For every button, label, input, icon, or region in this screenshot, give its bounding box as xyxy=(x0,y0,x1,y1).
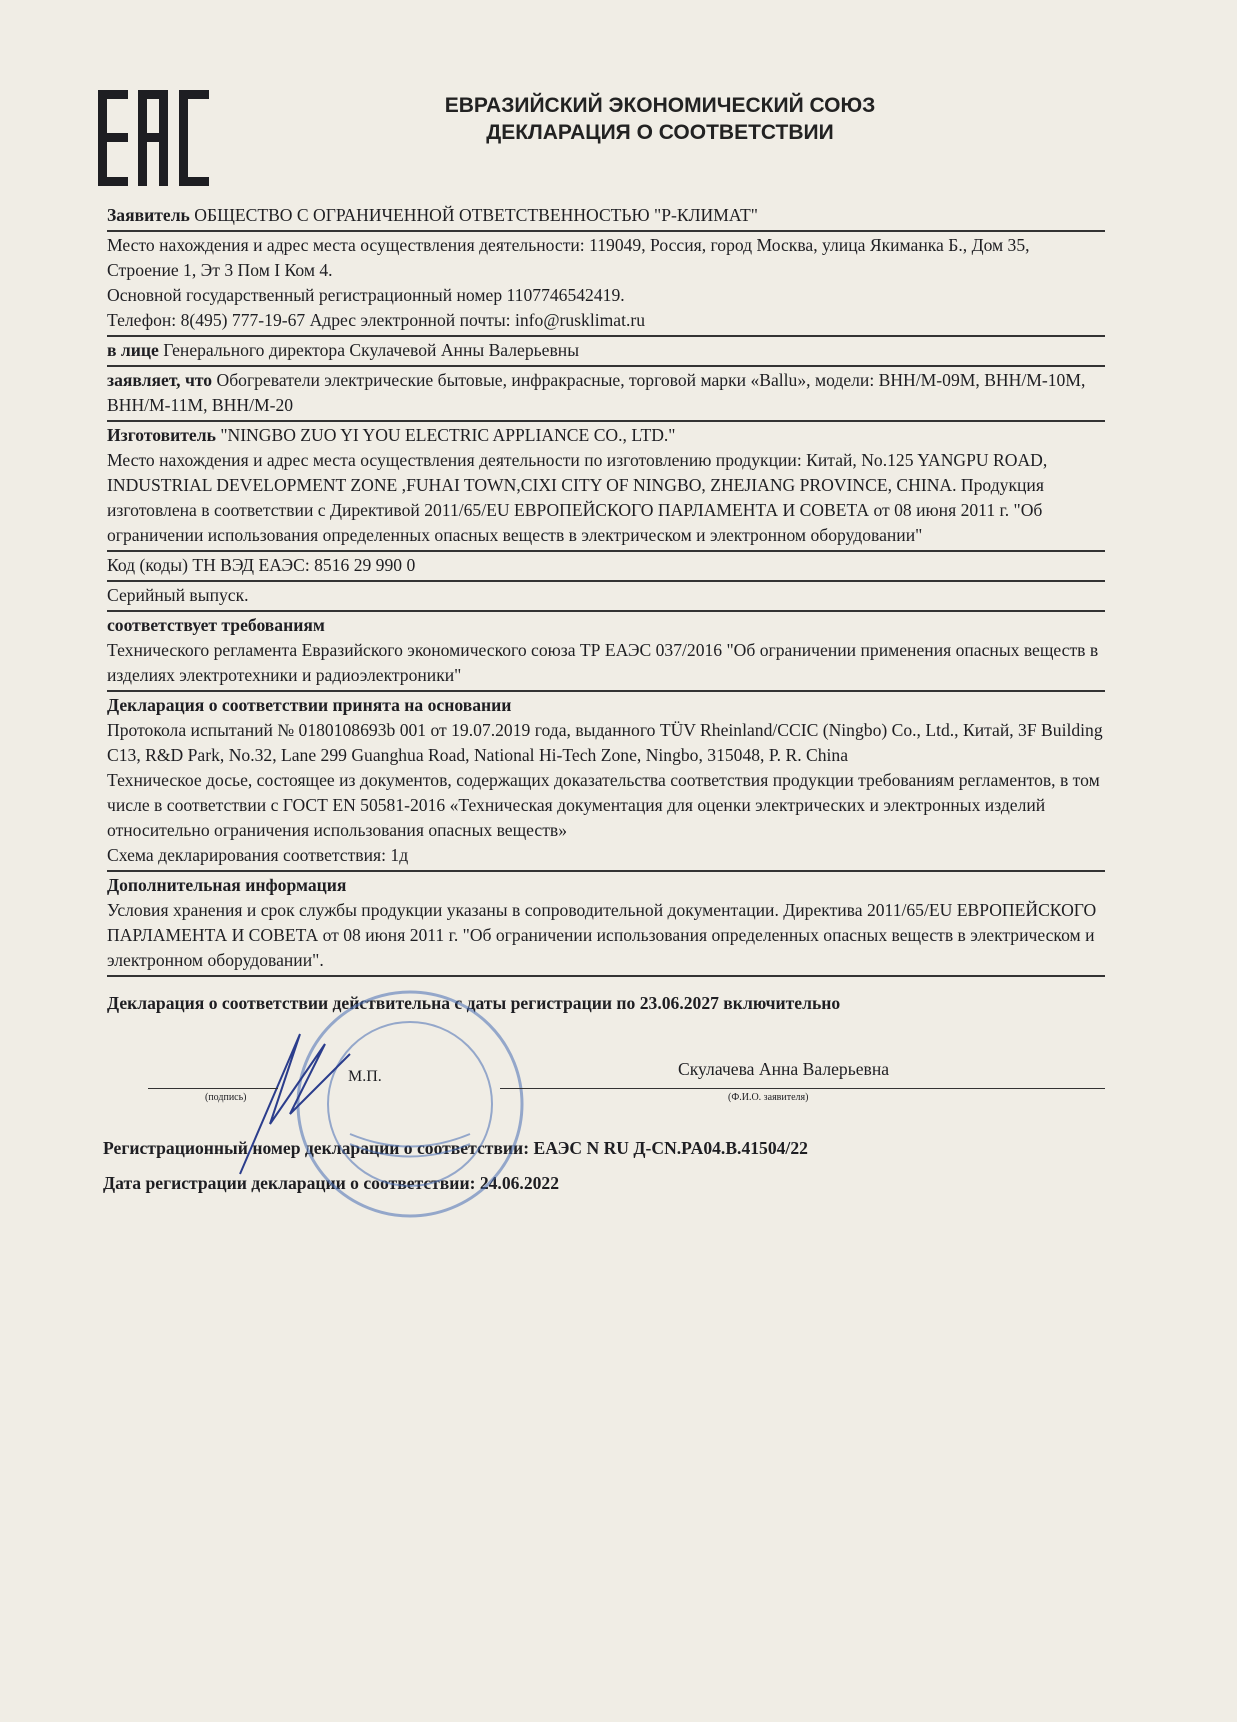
declaration-body xyxy=(103,202,1105,1196)
manufacturer-label: Изготовитель xyxy=(107,425,216,445)
registration-date: Дата регистрации декларации о соответствии: 24.06.2022 xyxy=(103,1173,560,1193)
eac-logo xyxy=(98,90,210,186)
applicant-label: Заявитель xyxy=(107,205,190,225)
applicant-details xyxy=(107,232,1105,337)
code-section xyxy=(107,552,1105,582)
manufacturer-name: "NINGBO ZUO YI YOU ELECTRIC APPLIANCE CO., LTD." xyxy=(220,425,676,445)
applicant-address: Место нахождения и адрес места осуществления деятельности: 119049, Россия, город Москва, улица Якиманка Б., Дом 35, Строение 1, Эт 3 Пом I Ком 4. xyxy=(107,235,1030,280)
hs-code: Код (коды) ТН ВЭД ЕАЭС: 8516 29 990 0 xyxy=(107,555,416,575)
applicant-contacts: Телефон: 8(495) 777-19-67 Адрес электронной почты: info@rusklimat.ru xyxy=(107,310,646,330)
signature-caption: (подпись) xyxy=(205,1092,247,1103)
person-label: в лице xyxy=(107,340,159,360)
basis-label: Декларация о соответствии принята на основании xyxy=(107,695,512,715)
extra-section xyxy=(107,872,1105,977)
manufacturer-address: Место нахождения и адрес места осуществления деятельности по изготовлению продукции: Китай, No.125 YANGPU ROAD, INDUSTRIAL DEVELOPMENT ZONE ,FUHAI TOWN,CIXI CITY OF NINGBO, ZHEJIANG PROVINCE, CHINA. Продукция изготовлена в соответствии с Директивой 2011/65/EU ЕВРОПЕЙСКОГО ПАРЛАМЕНТА И СОВЕТА от 08 июня 2011 г. "Об ограничении использования определенных опасных веществ в электрическом и электронном оборудовании" xyxy=(107,450,1048,545)
extra-label: Дополнительная информация xyxy=(107,875,347,895)
name-line xyxy=(500,1088,1105,1089)
applicant-section xyxy=(107,202,1105,232)
person-value: Генерального директора Скулачевой Анны Валерьевны xyxy=(163,340,580,360)
document-header xyxy=(380,92,940,146)
signature-line xyxy=(148,1088,278,1089)
series-type: Серийный выпуск. xyxy=(107,585,249,605)
regulation: Технического регламента Евразийского экономического союза ТР ЕАЭС 037/2016 "Об ограничении применения опасных веществ в изделиях электротехники и радиоэлектроники" xyxy=(107,640,1099,685)
extra-info: Условия хранения и срок службы продукции указаны в сопроводительной документации. Директива 2011/65/EU ЕВРОПЕЙСКОГО ПАРЛАМЕНТА И СОВЕТА от 08 июня 2011 г. "Об ограничении использования определенных опасных веществ в электрическом и электронном оборудовании". xyxy=(107,900,1097,970)
signatory-name: Скулачева Анна Валерьевна xyxy=(678,1059,890,1079)
applicant-ogrn: Основной государственный регистрационный номер 1107746542419. xyxy=(107,285,625,305)
handwritten-signature xyxy=(230,1014,360,1184)
basis-section xyxy=(107,692,1105,872)
manufacturer-section xyxy=(107,422,1105,552)
test-protocol: Протокола испытаний № 0180108693b 001 от 19.07.2019 года, выданного TÜV Rheinland/CCIC (Ningbo) Co., Ltd., Китай, 3F Building C13, R&D Park, No.32, Lane 299 Guanghua Road, National Hi-Tech Zone, Ningbo, 315048, P. R. China xyxy=(107,720,1103,765)
seal-place-label: М.П. xyxy=(348,1068,382,1085)
conforms-section xyxy=(107,612,1105,692)
union-title: ЕВРАЗИЙСКИЙ ЭКОНОМИЧЕСКИЙ СОЮЗ xyxy=(444,94,876,117)
conforms-label: соответствует требованиям xyxy=(107,615,325,635)
series-section xyxy=(107,582,1105,612)
person-section xyxy=(107,337,1105,367)
declaration-scheme: Схема декларирования соответствия: 1д xyxy=(107,845,409,865)
registration-number: Регистрационный номер декларации о соответствии: ЕАЭС N RU Д-CN.PA04.B.41504/22 xyxy=(103,1138,808,1158)
declares-section xyxy=(107,367,1105,422)
signature-block xyxy=(107,1024,1105,1136)
validity-statement: Декларация о соответствии действительна с даты регистрации по 23.06.2027 включительно xyxy=(107,993,841,1013)
product-description: Обогреватели электрические бытовые, инфракрасные, торговой марки «Ballu», модели: BHH/M-09M, BHH/M-10M, BHH/M-11M, BHH/M-20 xyxy=(107,370,1086,415)
technical-dossier: Техническое досье, состоящее из документов, содержащих доказательства соответствия продукции требованиям регламентов, в том числе в соответствии с ГОСТ EN 50581-2016 «Техническая документация для оценки электрических и электронных изделий относительно ограничения использования опасных веществ» xyxy=(107,770,1100,840)
name-caption: (Ф.И.О. заявителя) xyxy=(728,1092,809,1103)
declares-label: заявляет, что xyxy=(107,370,213,390)
declaration-title: ДЕКЛАРАЦИЯ О СООТВЕТСТВИИ xyxy=(486,121,834,144)
applicant-name: ОБЩЕСТВО С ОГРАНИЧЕННОЙ ОТВЕТСТВЕННОСТЬЮ "Р-КЛИМАТ" xyxy=(194,205,758,225)
